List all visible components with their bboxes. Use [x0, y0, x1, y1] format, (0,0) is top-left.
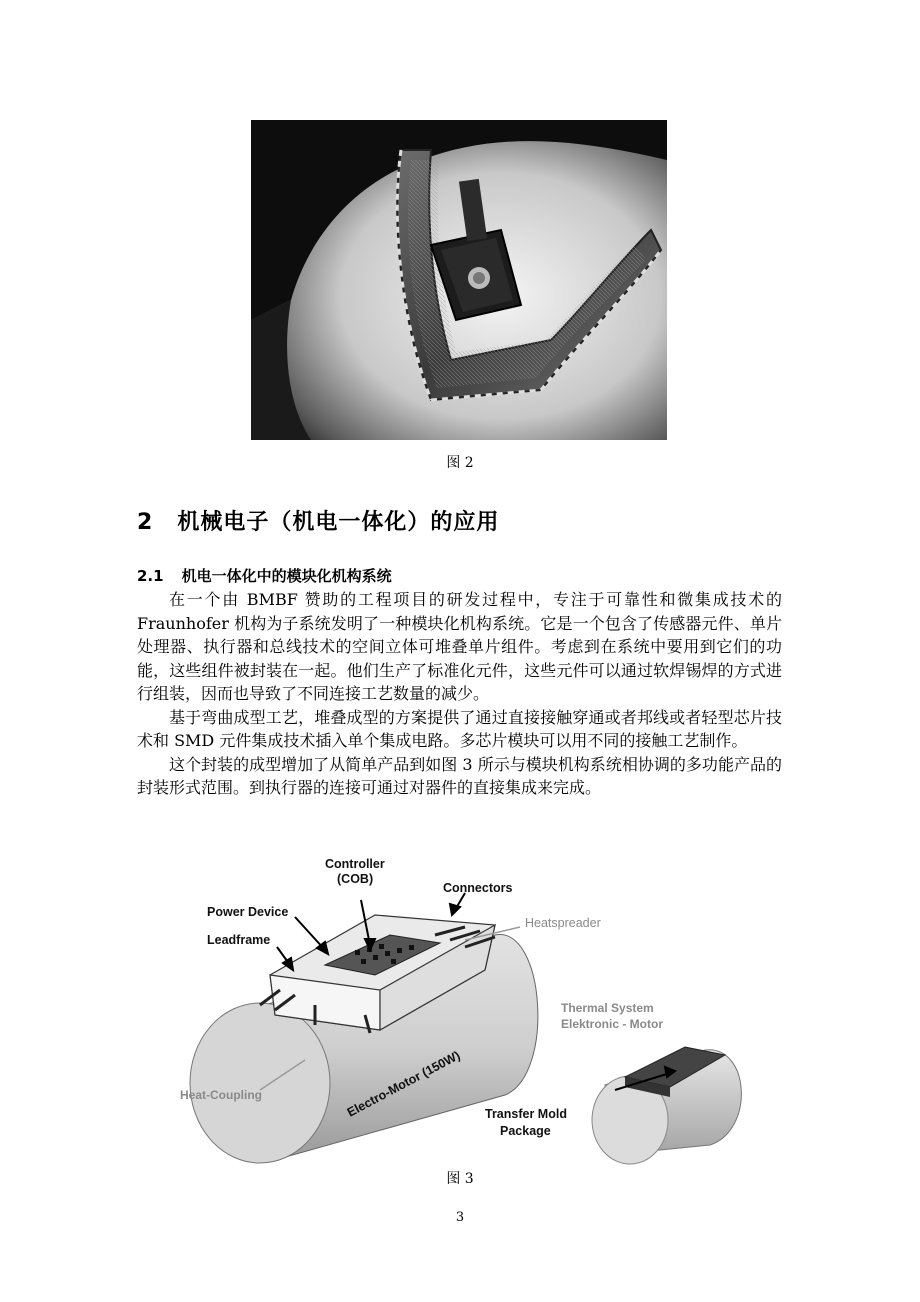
label-electro-motor: Electro-Motor (150W) [344, 1048, 463, 1120]
paragraph: 在一个由 BMBF 赞助的工程项目的研发过程中，专注于可靠性和微集成技术的 Fraunhofer 机构为子系统发明了一种模块化机构系统。它是一个包含了传感器元件、单片处理器、执行器和总线技术的空间立体可堆叠单片组件。考虑到在系统中要用到它们的功能，这些组件被封装在一起。他们生产了标准化元件，这些元件可以通过软焊锡焊的方式进行组装，因而也导致了不同连接工艺数量的减少。 [137, 590, 782, 703]
paragraph: 基于弯曲成型工艺，堆叠成型的方案提供了通过直接接触穿通或者邦线或者轻型芯片技术和 SMD 元件集成技术插入单个集成电路。多芯片模块可以用不同的接触工艺制作。 [137, 707, 782, 750]
subsection-number: 2.1 [137, 567, 164, 585]
figure-2-caption: 图 2 [446, 455, 474, 471]
section-title: 机械电子（机电一体化）的应用 [177, 510, 500, 535]
label-thermal-system: Thermal System [561, 1001, 654, 1015]
label-controller: Controller [325, 857, 385, 871]
label-elektronic-motor: Elektronic - Motor [561, 1017, 664, 1031]
section-number: 2 [137, 510, 154, 535]
flexible-circuit-photo [251, 120, 667, 440]
label-package: Package [500, 1124, 551, 1138]
label-cob: (COB) [337, 872, 374, 886]
label-heatspreader: Heatspreader [525, 916, 601, 930]
subsection-heading [137, 565, 392, 586]
figure-2-photo [251, 120, 667, 440]
page-number: 3 [455, 1210, 465, 1225]
motor-package-illustration [165, 855, 755, 1165]
label-transfer-mold: Transfer Mold [485, 1107, 567, 1121]
paragraph: 这个封装的成型增加了从简单产品到如图 3 所示与模块机构系统相协调的多功能产品的封装形式范围。到执行器的连接可通过对器件的直接集成来完成。 [137, 754, 782, 797]
body-text [137, 588, 782, 800]
label-power-device: Power Device [207, 905, 289, 919]
label-heat-coupling: Heat-Coupling [180, 1088, 262, 1102]
label-leadframe: Leadframe [207, 933, 271, 947]
subsection-title: 机电一体化中的模块化机构系统 [181, 567, 392, 585]
section-heading [137, 505, 499, 536]
figure-3-caption: 图 3 [446, 1171, 474, 1187]
label-connectors: Connectors [443, 881, 513, 895]
figure-3-diagram [165, 855, 755, 1165]
